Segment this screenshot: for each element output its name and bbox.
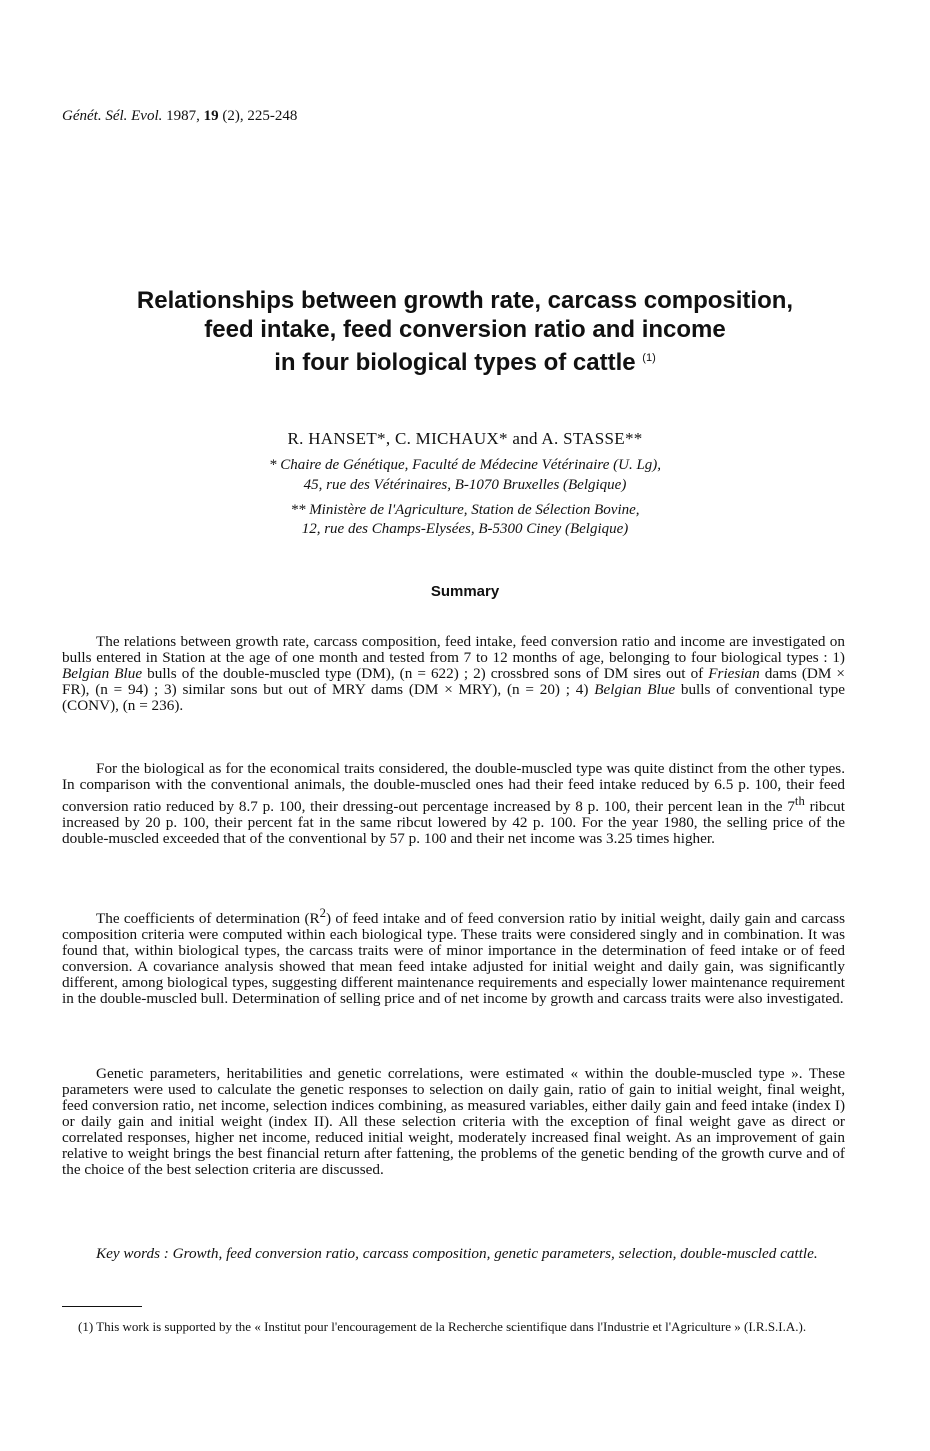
affiliation-1-line-2: 45, rue des Vétérinaires, B-1070 Bruxelles (Belgique) (303, 477, 627, 493)
summary-paragraph-4: Genetic parameters, heritabilities and genetic correlations, were estimated « within the double-muscled type ». These parameters were used to calculate the genetic responses to selection on daily gain, ratio of gain to initial weight, final weight, feed conversion ratio, net income, selection indices combining, as measured variables, either daily gain and feed intake (index I) or daily gain and initial weight (index II). All these selection criteria with the exception of final weight gave as direct or correlated responses, higher net income, reduced initial weight, moderately increased final weight. As an improvement of gain relative to weight brings the best financial return after fattening, the problems of the genetic bending of the growth curve and of the choice of the best selection criteria are discussed. (62, 1065, 845, 1178)
p2-superscript: th (794, 794, 805, 808)
p3-text-2: ) of feed intake and of feed conversion ratio by initial weight, daily gain and carcass composition criteria were computed within each biological type. These traits were considered singly and in combination. It was found that, within biological types, the carcass traits were of minor importance in the determination of feed intake or of feed conversion. A covariance analysis showed that mean feed intake adjusted for initial weight and daily gain, was significantly different, among biological types, suggesting different maintenance requirements and especially lower maintenance requirement in the double-muscled bull. Determination of selling price and of net income by growth and carcass traits were also investigated. (62, 910, 846, 1008)
summary-paragraph-2 (62, 761, 845, 847)
summary-paragraph-1 (62, 634, 845, 714)
p3-superscript: 2 (319, 906, 326, 920)
journal-issue: (2), (222, 108, 244, 124)
p2-text-2: ribcut increased by 20 p. 100, their percent fat in the same ribcut lowered by 42 p. 100. For the year 1980, the selling price of the double-muscled exceeded that of the conventional by 57 p. 100 and their net income was 3.25 times higher. (62, 798, 845, 848)
p1-italic-2: Friesian (708, 665, 760, 682)
summary-paragraph-3 (62, 905, 845, 1007)
journal-year: 1987, (166, 108, 200, 124)
title-line-3-text: in four biological types of cattle (274, 349, 636, 376)
p1-text-2: bulls of the double-muscled type (DM), (n = 622) ; 2) crossbred sons of DM sires out of (142, 665, 709, 682)
p1-text-4: bulls of conventional type (CONV), (n = 236). (62, 681, 845, 714)
paper-title (60, 286, 870, 377)
footnote-divider (62, 1306, 142, 1307)
p1-italic-3: Belgian Blue (594, 681, 676, 698)
p3-text-1: The coefficients of determination (R (96, 910, 320, 928)
journal-pages: 225-248 (247, 108, 298, 124)
p1-text-1: The relations between growth rate, carcass composition, feed intake, feed conversion ratio and income are investigated on bulls entered in Station at the age of one month and tested from 7 to 12 months of age, belonging to four biological types : 1) (62, 633, 845, 666)
summary-heading: Summary (430, 583, 500, 600)
affiliation-1-line-1: * Chaire de Génétique, Faculté de Médecine Vétérinaire (U. Lg), (268, 457, 662, 473)
title-footnote-marker: (1) (642, 352, 656, 364)
journal-name: Génét. Sél. Evol. (62, 108, 163, 124)
title-line-3 (60, 344, 870, 377)
keywords: Key words : Growth, feed conversion ratio, carcass composition, genetic parameters, selection, double-muscled cattle. (96, 1245, 818, 1262)
journal-reference (62, 108, 297, 125)
title-line-1: Relationships between growth rate, carcass composition, (136, 287, 794, 314)
p1-text-3: dams (DM × FR), (n = 94) ; 3) similar sons but out of MRY dams (DM × MRY), (n = 20) ; 4) (62, 665, 845, 698)
affiliation-2-line-2: 12, rue des Champs-Elysées, B-5300 Ciney (Belgique) (301, 521, 629, 537)
p1-italic-1: Belgian Blue (62, 665, 143, 682)
p2-text-1: For the biological as for the economical traits considered, the double-muscled type was quite distinct from the other types. In comparison with the conventional animals, the double-muscled ones had their feed intake reduced by 6.5 p. 100, their feed conversion ratio reduced by 8.7 p. 100, their dressing-out percentage increased by 8 p. 100, their percent lean in the 7 (62, 760, 845, 816)
title-line-2: feed intake, feed conversion ratio and income (204, 316, 726, 343)
affiliation-2-line-1: ** Ministère de l'Agriculture, Station de Sélection Bovine, (290, 502, 640, 518)
author-list: R. HANSET*, C. MICHAUX* and A. STASSE** (287, 429, 643, 448)
footnote: (1) This work is supported by the « Institut pour l'encouragement de la Recherche scientifique dans l'Industrie et l'Agriculture » (I.R.S.I.A.). (78, 1319, 807, 1334)
journal-volume: 19 (203, 108, 219, 124)
